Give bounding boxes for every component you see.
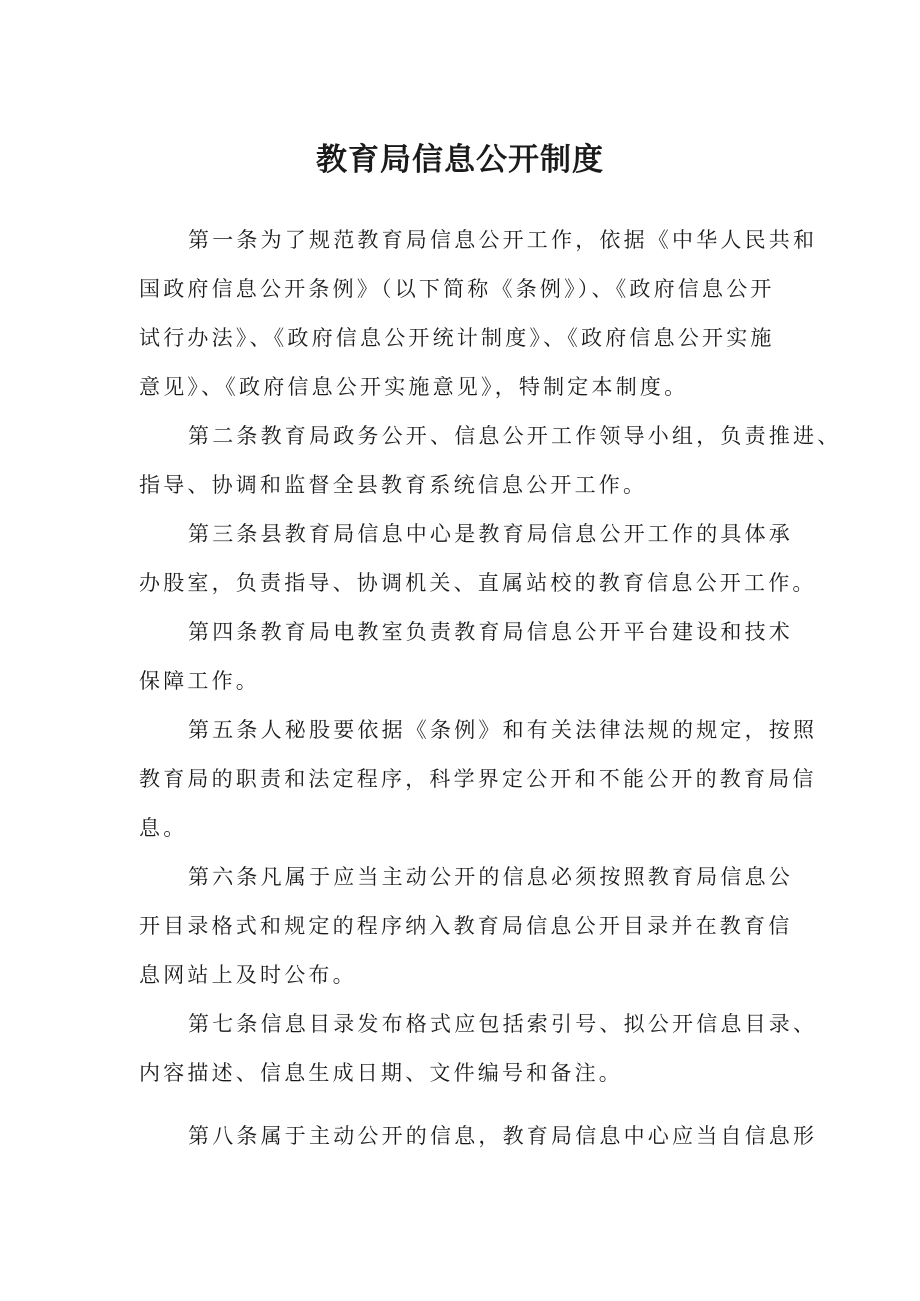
article-3-line-1: 第三条县教育局信息中心是教育局信息公开工作的具体承 bbox=[188, 522, 793, 546]
article-6-line-3: 息网站上及时公布。 bbox=[139, 963, 357, 987]
article-1-line-3: 试行办法》、《政府信息公开统计制度》、《政府信息公开实施 bbox=[139, 326, 775, 350]
article-7-line-1: 第七条信息目录发布格式应包括索引号、拟公开信息目录、 bbox=[188, 1012, 818, 1036]
article-2-line-2: 指导、协调和监督全县教育系统信息公开工作。 bbox=[139, 473, 648, 497]
article-8-line-1: 第八条属于主动公开的信息，教育局信息中心应当自信息形 bbox=[188, 1124, 818, 1148]
article-5-line-1: 第五条人秘股要依据《条例》和有关法律法规的规定，按照 bbox=[188, 718, 818, 742]
article-6-line-2: 开目录格式和规定的程序纳入教育局信息公开目录并在教育信 bbox=[139, 914, 793, 938]
article-4-line-1: 第四条教育局电教室负责教育局信息公开平台建设和技术 bbox=[188, 620, 793, 644]
article-5-line-2: 教育局的职责和法定程序，科学界定公开和不能公开的教育局信 bbox=[139, 767, 817, 791]
article-5-line-3: 息。 bbox=[139, 816, 188, 840]
article-1-line-4: 意见》、《政府信息公开实施意见》，特制定本制度。 bbox=[139, 375, 689, 399]
article-6-line-1: 第六条凡属于应当主动公开的信息必须按照教育局信息公 bbox=[188, 865, 793, 889]
document-body bbox=[139, 216, 842, 1161]
article-4-line-2: 保障工作。 bbox=[139, 669, 260, 693]
document-title: 教育局信息公开制度 bbox=[316, 142, 604, 178]
article-7-line-2: 内容描述、信息生成日期、文件编号和备注。 bbox=[139, 1061, 623, 1085]
article-2-line-1: 第二条教育局政务公开、信息公开工作领导小组，负责推进、 bbox=[188, 424, 842, 448]
article-3-line-2: 办股室，负责指导、协调机关、直属站校的教育信息公开工作。 bbox=[139, 571, 817, 595]
article-1-line-2: 国政府信息公开条例》（以下简称《条例》）、《政府信息公开 bbox=[139, 277, 775, 301]
article-1-line-1: 第一条为了规范教育局信息公开工作，依据《中华人民共和 bbox=[188, 228, 818, 252]
